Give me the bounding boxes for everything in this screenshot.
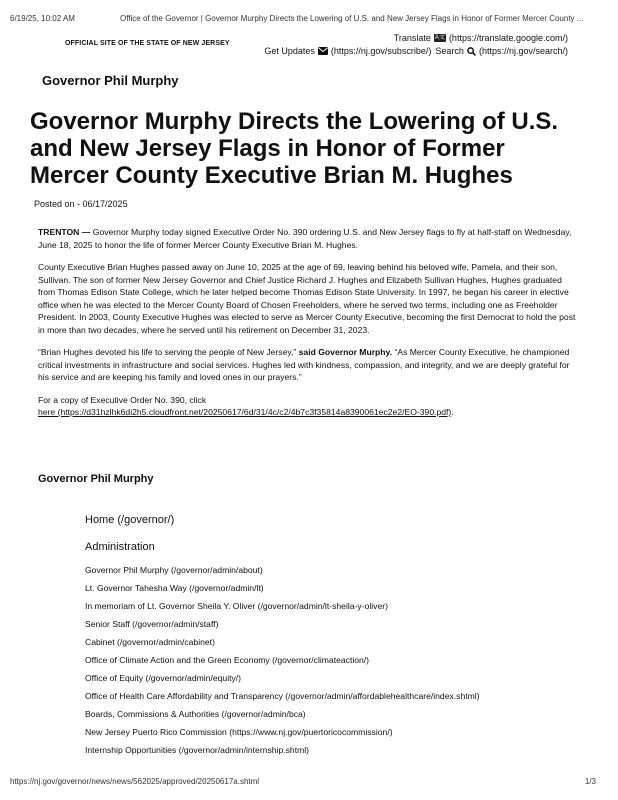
paragraph-4 <box>38 394 578 419</box>
print-page-title: Office of the Governor | Governor Murphy Directs the Lowering of U.S. and New Jersey Flags in Honor of Former Mercer County ... <box>120 14 584 23</box>
executive-order-period: . <box>451 407 454 417</box>
print-page-number: 1/3 <box>584 777 596 786</box>
executive-order-text: For a copy of Executive Order No. 390, click <box>38 394 207 405</box>
utility-links <box>264 46 568 56</box>
nav-item-health-care[interactable]: Office of Health Care Affordability and Transparency (/governor/admin/affordablehealthcare/index.shtml) <box>85 691 480 701</box>
dateline: TRENTON — <box>38 227 91 237</box>
site-brand[interactable]: Governor Phil Murphy <box>42 73 179 88</box>
get-updates-link[interactable] <box>264 46 431 56</box>
get-updates-url: (https://nj.gov/subscribe/) <box>330 46 432 56</box>
paragraph-1-text: Governor Murphy today signed Executive Order No. 390 ordering U.S. and New Jersey flags to fly at half-staff on Wednesday, June 18, 2025 to honor the life of former Mercer County Executive Brian M. Hughes. <box>38 227 572 250</box>
paragraph-2: County Executive Brian Hughes passed away on June 10, 2025 at the age of 69, leaving behind his beloved wife, Pamela, and their son, Sullivan. The son of former New Jersey Governor and Chief Justice Richard J. Hughes and Elizabeth Sullivan Hughes, Hughes graduated from Thomas Edison State College, which he later helped become Thomas Edison State University. In 1997, he began his career in elective office when he was elected to the Mercer County Board of Chosen Freeholders, where he served two terms, including one as Freeholder President. In 2003, County Executive Hughes was elected to serve as Mercer County Executive, becoming the first Democrat to hold the post in more than two decades, where he served until his retirement on December 31, 2023. <box>38 262 576 335</box>
nav-item-cabinet[interactable]: Cabinet (/governor/admin/cabinet) <box>85 637 215 647</box>
translate-label: Translate <box>393 33 431 43</box>
nav-item-senior-staff[interactable]: Senior Staff (/governor/admin/staff) <box>85 619 219 629</box>
nav-item-climate-action[interactable]: Office of Climate Action and the Green Economy (/governor/climateaction/) <box>85 655 370 665</box>
search-icon <box>467 47 476 56</box>
nav-section-title: Governor Phil Murphy <box>38 473 154 485</box>
administration-links <box>85 563 480 761</box>
quote-part-2: “As Mercer County Executive, he championed critical investments in infrastructure and social services. Hughes led with kindness, compassion, and integrity, and we are deeply grateful for his service and are keeping his family and loved ones in our prayers.” <box>38 347 570 382</box>
get-updates-label: Get Updates <box>264 46 315 56</box>
article-body <box>38 226 578 429</box>
executive-order-link[interactable]: here (https://d31hzlhk6di2h5.cloudfront.net/20250617/6d/31/4c/c2/4b7c3f35814a8390061ec2e2/EO-390.pdf) <box>38 407 452 417</box>
print-date: 6/19/25, 10:02 AM <box>10 14 75 23</box>
nav-item-in-memoriam[interactable]: In memoriam of Lt. Governor Sheila Y. Oliver (/governor/admin/lt-sheila-y-oliver) <box>85 601 388 611</box>
translate-link[interactable] <box>394 33 568 43</box>
nav-home-link[interactable]: Home (/governor/) <box>85 514 175 526</box>
nav-administration-heading: Administration <box>85 541 155 553</box>
attribution: said Governor Murphy. <box>296 347 393 357</box>
search-link[interactable] <box>435 46 568 56</box>
nav-item-boards[interactable]: Boards, Commissions & Authorities (/governor/admin/bca) <box>85 709 306 719</box>
posted-date: Posted on - 06/17/2025 <box>34 199 128 209</box>
print-footer-url: https://nj.gov/governor/news/news/562025/approved/20250617a.shtml <box>10 777 260 786</box>
nav-item-governor[interactable]: Governor Phil Murphy (/governor/admin/about) <box>85 565 263 575</box>
nav-item-puerto-rico[interactable]: New Jersey Puerto Rico Commission (https://www.nj.gov/puertoricocommission/) <box>85 727 393 737</box>
translate-url: (https://translate.google.com/) <box>448 33 568 43</box>
nav-item-lt-governor[interactable]: Lt. Governor Tahesha Way (/governor/admin/lt) <box>85 583 264 593</box>
search-url: (https://nj.gov/search/) <box>478 46 568 56</box>
translate-icon: A文 <box>434 35 445 41</box>
nav-item-internship[interactable]: Internship Opportunities (/governor/admin/internship.shtml) <box>85 745 310 755</box>
article-headline: Governor Murphy Directs the Lowering of U.S. and New Jersey Flags in Honor of Former Mercer County Executive Brian M. Hughes <box>30 108 559 189</box>
paragraph-3 <box>38 346 578 384</box>
envelope-icon <box>318 47 328 55</box>
paragraph-1 <box>38 226 578 251</box>
nav-item-equity[interactable]: Office of Equity (/governor/admin/equity/) <box>85 673 242 683</box>
search-label: Search <box>435 46 464 56</box>
official-site-label: OFFICIAL SITE OF THE STATE OF NEW JERSEY <box>65 40 230 47</box>
quote-part-1: “Brian Hughes devoted his life to serving the people of New Jersey,” <box>38 347 297 357</box>
